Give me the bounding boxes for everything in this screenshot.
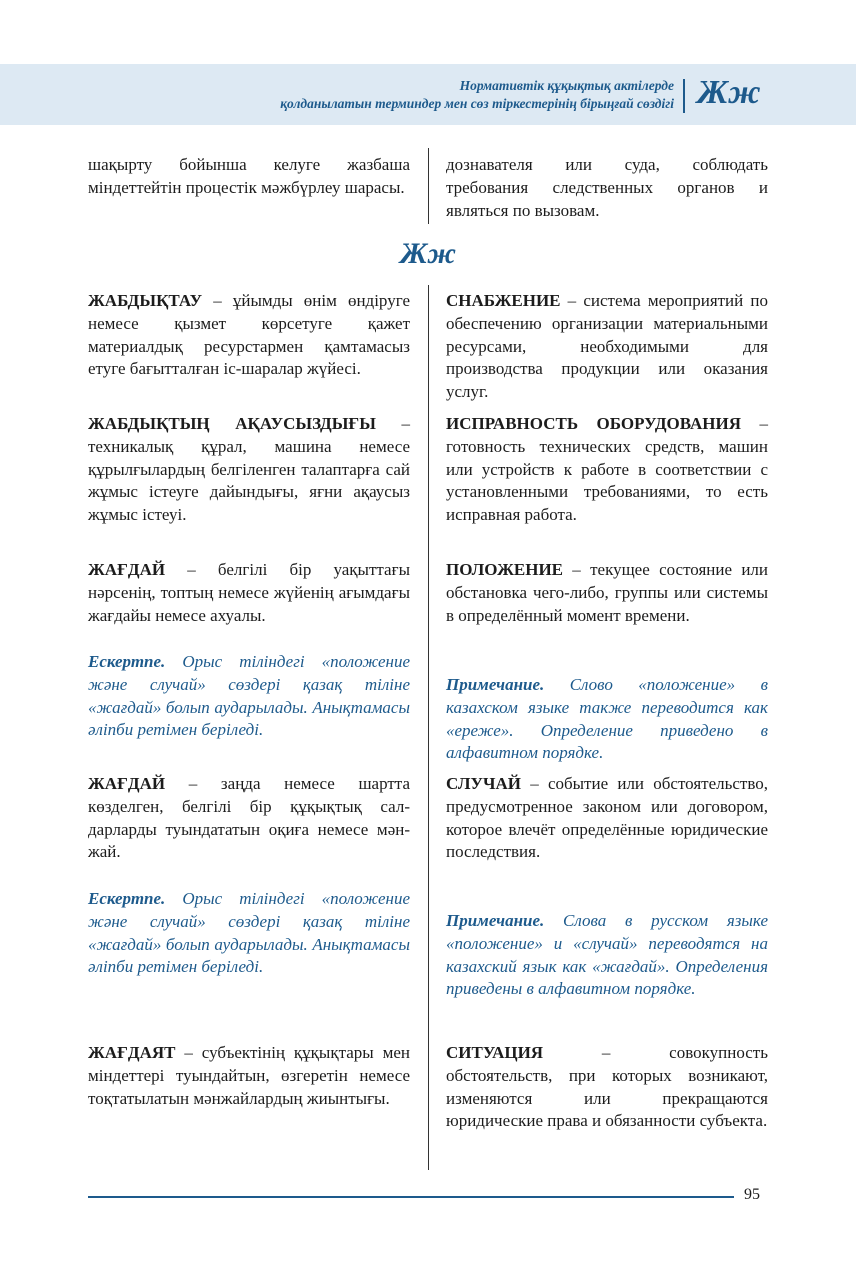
entry-kz bbox=[88, 773, 410, 864]
header-section-letter: Жж bbox=[697, 74, 761, 111]
note-label: Примечание. bbox=[446, 911, 545, 930]
entry-kz bbox=[88, 413, 410, 527]
entry-kz bbox=[88, 1042, 410, 1110]
column-divider-main bbox=[428, 285, 429, 1170]
note-ru bbox=[446, 674, 768, 765]
entry-definition: – текущее состояние или обстановка чего-либо, группы или системы в определённый момент времени. bbox=[446, 560, 768, 625]
note-text: Слово «положение» в казахском языке также переводится как «ереже». Определение приведено в алфавитном порядке. bbox=[446, 675, 768, 763]
footer-rule bbox=[88, 1196, 734, 1198]
entry-kz bbox=[88, 290, 410, 381]
continuation-kz-text: шақырту бойынша келуге жазбаша міндеттейтін процестік мәжбүрлеу шарасы. bbox=[88, 155, 410, 197]
note-text: Слова в русском языке «положение» и «случай» переводятся на казахский язык как «жағдай». Определения приведены в алфавитном порядке. bbox=[446, 911, 768, 999]
note-text: Орыс тіліндегі «положение және случай» сөздері қазақ тіліне «жағдай» болып аударылады. Анықтамасы әліпби ретімен беріледі. bbox=[88, 889, 410, 977]
note-ru bbox=[446, 910, 768, 1001]
page-number: 95 bbox=[744, 1186, 760, 1203]
entry-ru bbox=[446, 1042, 768, 1133]
entry-definition: – готовность технических средств, машин или устройств к работе в соответствии с установленными требованиями, то есть исправная работа. bbox=[446, 414, 768, 525]
entry-term: СНАБЖЕНИЕ bbox=[446, 291, 561, 310]
continuation-ru bbox=[446, 154, 768, 222]
note-text: Орыс тіліндегі «положение және случай» сөздері қазақ тіліне «жағдай» болып аударылады. Анықтамасы әліпби ретімен беріледі. bbox=[88, 652, 410, 740]
entry-ru bbox=[446, 773, 768, 864]
entry-definition: – субъектінің құқықтары мен міндеттері туындайтын, өзгеретін немесе тоқтатылатын мәнжайлардың жиынтығы. bbox=[88, 1043, 410, 1108]
column-divider-top bbox=[428, 148, 429, 224]
entry-ru bbox=[446, 413, 768, 527]
entry-definition: – совокупность обстоятельств, при которых возникают, изменяются или прекращаются юридические права и обязанности субъекта. bbox=[446, 1043, 768, 1131]
continuation-kz bbox=[88, 154, 410, 200]
section-heading: Жж bbox=[399, 237, 457, 270]
note-label: Примечание. bbox=[446, 675, 545, 694]
entry-definition: – событие или обстоятельство, предусмотренное законом или договором, которое влечёт определённые юридические последствия. bbox=[446, 774, 768, 862]
entry-definition: – система мероприятий по обеспечению организации материальными ресурсами, необходимыми для производства продукции или оказания услуг. bbox=[446, 291, 768, 402]
note-label: Ескертпе. bbox=[88, 889, 166, 908]
note-label: Ескертпе. bbox=[88, 652, 166, 671]
header-title-line2: қолданылатын терминдер мен сөз тіркестерінің бірыңғай сөздігі bbox=[280, 96, 674, 111]
entry-term: ПОЛОЖЕНИЕ bbox=[446, 560, 563, 579]
entry-kz bbox=[88, 559, 410, 627]
entry-definition: – техникалық құрал, машина немесе құрылғылардың белгіленген талаптарға сай жұмыс істеуге дайындығы, яғни ақаусыз жұмыс істеуі. bbox=[88, 414, 410, 525]
entry-term: ЖАБДЫҚТАУ bbox=[88, 291, 203, 310]
entry-ru bbox=[446, 559, 768, 627]
entry-definition: – заңда немесе шартта көзделген, белгілі бір құқықтық салдарларды туындататын оқиға немесе мән-жай. bbox=[88, 774, 410, 862]
running-header bbox=[0, 64, 856, 125]
continuation-ru-text: дознавателя или суда, соблюдать требования следственных органов и являться по вызовам. bbox=[446, 155, 768, 220]
entry-definition: – ұйымды өнім өндіруге немесе қызмет көрсетуге қажет материалдық ресурстармен қамтамасыз етуге бағытталған іс-шаралар жүйесі. bbox=[88, 291, 410, 379]
entry-ru bbox=[446, 290, 768, 404]
entry-term: СИТУАЦИЯ bbox=[446, 1043, 544, 1062]
header-title bbox=[280, 77, 674, 113]
note-kz bbox=[88, 888, 410, 979]
header-divider bbox=[683, 79, 685, 113]
note-kz bbox=[88, 651, 410, 742]
entry-term: ЖАҒДАЙ bbox=[88, 560, 166, 579]
header-title-line1: Нормативтік құқықтық актілерде bbox=[459, 78, 674, 93]
entry-term: ЖАҒДАЯТ bbox=[88, 1043, 176, 1062]
entry-term: СЛУЧАЙ bbox=[446, 774, 521, 793]
entry-term: ЖАБДЫҚТЫҢ АҚАУСЫЗДЫҒЫ bbox=[88, 414, 376, 433]
entry-term: ЖАҒДАЙ bbox=[88, 774, 166, 793]
entry-term: ИСПРАВНОСТЬ ОБОРУДОВАНИЯ bbox=[446, 414, 742, 433]
entry-definition: – белгілі бір уақыттағы нәрсенің, топтың немесе жүйенің ағымдағы жағдайы немесе ахуалы. bbox=[88, 560, 410, 625]
